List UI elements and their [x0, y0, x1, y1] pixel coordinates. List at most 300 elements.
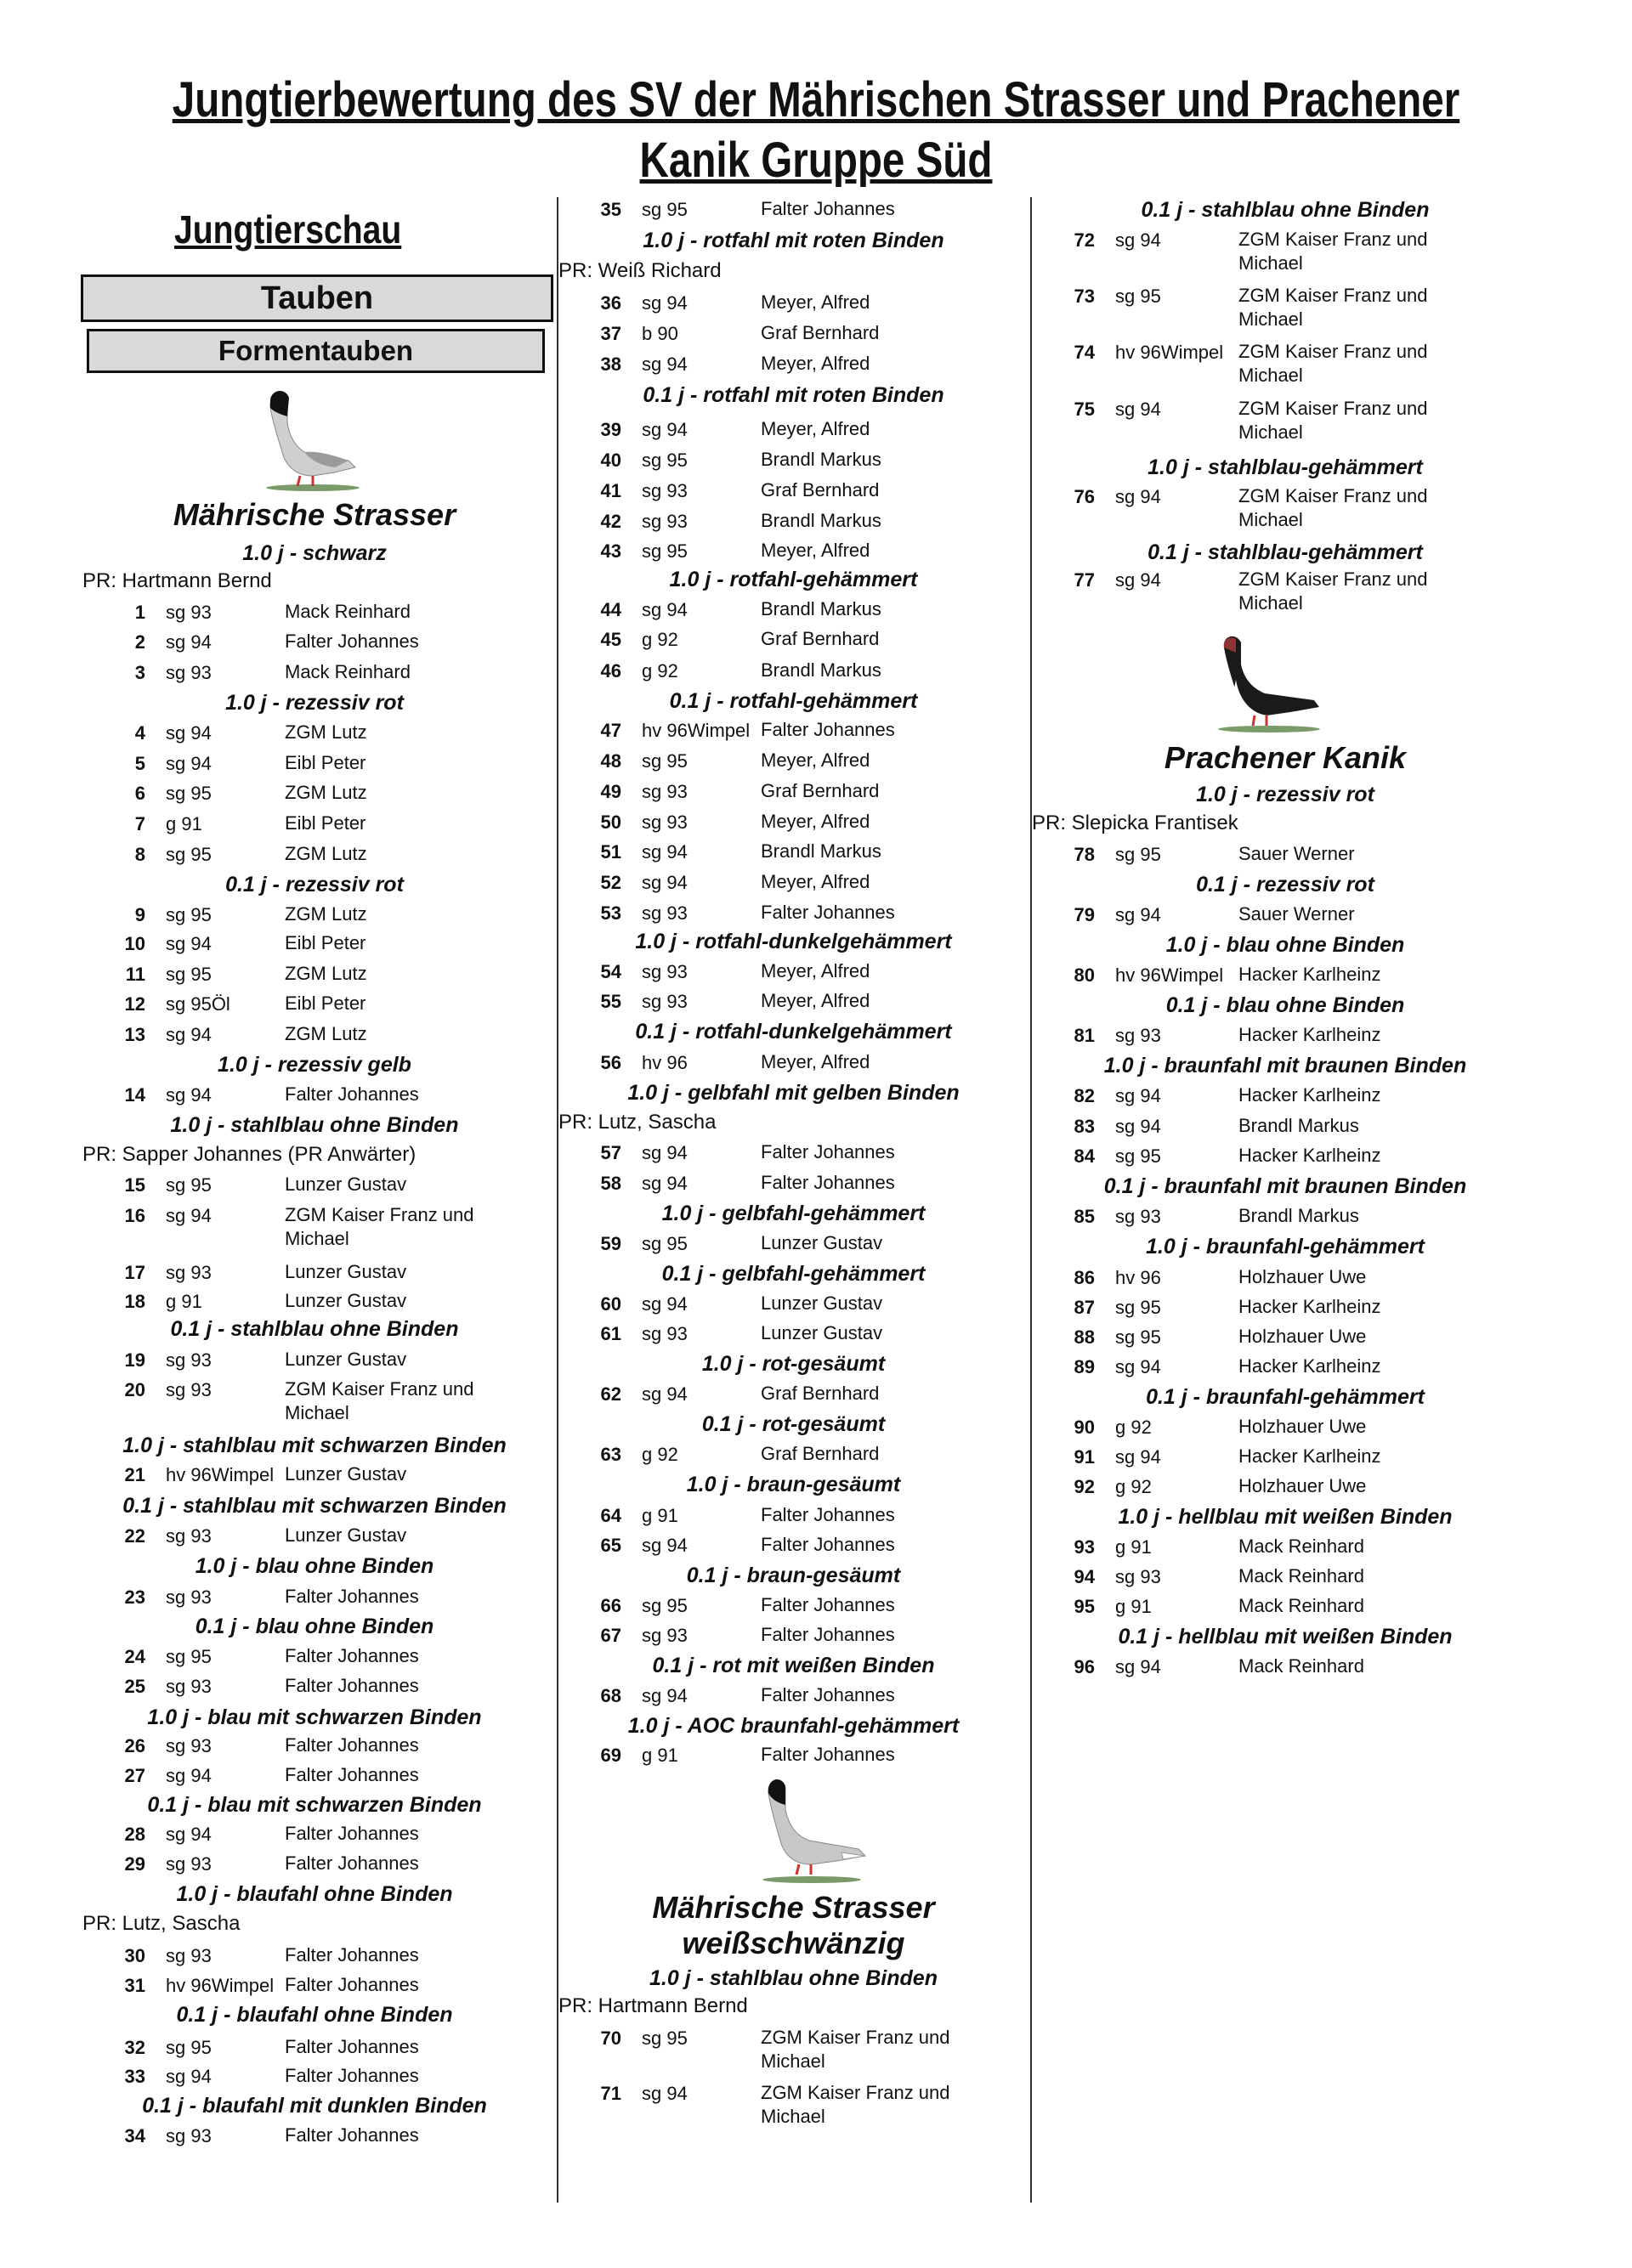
class-heading: 0.1 j - gelbfahl-gehämmert	[661, 1262, 926, 1286]
entry-owner: ZGM Lutz	[285, 782, 367, 803]
entry-owner: Mack Reinhard	[285, 601, 411, 622]
entry-grade: sg 93	[642, 781, 688, 802]
entry-owner: Falter Johannes	[285, 2124, 419, 2146]
entry-grade: sg 94	[166, 1824, 212, 1845]
entry-owner: Falter Johannes	[761, 902, 895, 923]
entry-grade: sg 94	[642, 1142, 688, 1163]
entry-grade: g 91	[166, 1291, 202, 1312]
entry-number: 86	[1074, 1267, 1095, 1288]
entry-number: 70	[600, 2028, 621, 2049]
entry-owner: Eibl Peter	[285, 752, 366, 773]
entry-owner: Brandl Markus	[761, 449, 881, 470]
class-heading: 1.0 j - blau ohne Binden	[1165, 933, 1405, 957]
entry-owner: Falter Johannes	[761, 1141, 895, 1162]
entry-number: 47	[600, 720, 621, 741]
entry-grade: sg 94	[642, 1685, 688, 1706]
entry-grade: sg 93	[166, 1945, 212, 1966]
entry-grade: sg 93	[642, 991, 688, 1012]
entry-number: 49	[600, 781, 621, 802]
entry-grade: sg 95	[166, 783, 212, 804]
entry-owner: Falter Johannes	[761, 1172, 895, 1193]
entry-grade: sg 95	[166, 1174, 212, 1196]
entry-owner: ZGM Lutz	[285, 1023, 367, 1044]
entry-number: 31	[124, 1975, 145, 1996]
entry-owner: Lunzer Gustav	[285, 1174, 407, 1195]
entry-owner: Hacker Karlheinz	[1238, 1084, 1381, 1106]
entry-owner: Falter Johannes	[285, 631, 419, 652]
class-heading: 1.0 j - stahlblau ohne Binden	[649, 1966, 938, 1990]
entry-grade: sg 93	[166, 662, 212, 683]
entry-grade: g 92	[1115, 1417, 1152, 1438]
class-heading: 0.1 j - blaufahl mit dunklen Binden	[142, 2094, 487, 2118]
entry-number: 44	[600, 599, 621, 620]
entry-owner: Falter Johannes	[761, 719, 895, 740]
class-heading: 1.0 j - braunfahl mit braunen Binden	[1103, 1054, 1467, 1077]
entry-grade: sg 93	[166, 1379, 212, 1400]
entry-owner: Graf Bernhard	[761, 780, 880, 801]
class-heading: 1.0 j - blau mit schwarzen Binden	[147, 1705, 482, 1729]
entry-grade: sg 94	[166, 933, 212, 954]
entry-owner: Sauer Werner	[1238, 843, 1355, 864]
entry-owner: Sauer Werner	[1238, 903, 1355, 925]
entry-grade: sg 94	[642, 1173, 688, 1194]
entry-grade: sg 94	[642, 353, 688, 375]
entry-grade: sg 94	[1115, 229, 1161, 251]
entry-number: 13	[124, 1024, 145, 1045]
entry-owner: Falter Johannes	[761, 1504, 895, 1525]
entry-grade: sg 95	[642, 450, 688, 471]
entry-number: 60	[600, 1293, 621, 1315]
entry-owner: Brandl Markus	[761, 659, 881, 681]
entry-owner: Meyer, Alfred	[761, 960, 870, 981]
breed-title: Mährische Strasser	[173, 497, 456, 532]
class-heading: 0.1 j - blau mit schwarzen Binden	[147, 1793, 482, 1817]
entry-number: 63	[600, 1444, 621, 1465]
entry-number: 66	[600, 1595, 621, 1616]
entry-owner: Falter Johannes	[285, 1823, 419, 1844]
entry-number: 78	[1074, 844, 1095, 865]
section-heading: Jungtierschau	[174, 207, 402, 252]
category-box-tauben: Tauben	[81, 274, 553, 322]
entry-grade: sg 94	[166, 2066, 212, 2087]
entry-grade: sg 95	[166, 904, 212, 925]
entry-grade: sg 94	[166, 722, 212, 744]
entry-grade: g 92	[1115, 1476, 1152, 1497]
entry-number: 61	[600, 1323, 621, 1344]
entry-owner: Falter Johannes	[285, 1083, 419, 1105]
entry-number: 83	[1074, 1116, 1095, 1137]
entry-grade: g 91	[642, 1745, 678, 1766]
entry-grade: sg 94	[1115, 1116, 1161, 1137]
entry-grade: sg 93	[642, 961, 688, 982]
entry-grade: b 90	[642, 323, 678, 344]
entry-number: 33	[124, 2066, 145, 2087]
entry-owner: Meyer, Alfred	[761, 291, 870, 313]
entry-owner: Mack Reinhard	[1238, 1595, 1364, 1616]
entry-grade: sg 95	[1115, 1145, 1161, 1167]
entry-number: 29	[124, 1853, 145, 1875]
entry-owner: ZGM Kaiser Franz und Michael	[1238, 568, 1428, 614]
entry-number: 72	[1074, 229, 1095, 251]
entry-number: 15	[124, 1174, 145, 1196]
class-heading: 1.0 j - rot-gesäumt	[701, 1352, 886, 1376]
entry-grade: sg 95	[642, 199, 688, 220]
entry-grade: sg 93	[166, 1853, 212, 1875]
breed-title: Mährische Strasser	[652, 1890, 935, 1925]
entry-number: 1	[134, 602, 145, 623]
entry-number: 53	[600, 902, 621, 924]
entry-grade: sg 94	[642, 841, 688, 863]
entry-number: 37	[600, 323, 621, 344]
entry-number: 21	[124, 1464, 145, 1485]
entry-owner: Meyer, Alfred	[761, 1051, 870, 1072]
entry-owner: Eibl Peter	[285, 812, 366, 834]
entry-grade: sg 93	[1115, 1206, 1161, 1227]
entry-owner: Hacker Karlheinz	[1238, 1024, 1381, 1045]
entry-grade: g 92	[642, 1444, 678, 1465]
entry-number: 38	[600, 353, 621, 375]
entry-number: 73	[1074, 286, 1095, 307]
entry-owner: Lunzer Gustav	[285, 1463, 407, 1485]
entry-owner: Mack Reinhard	[285, 661, 411, 682]
entry-number: 45	[600, 629, 621, 650]
entry-number: 85	[1074, 1206, 1095, 1227]
entry-number: 79	[1074, 904, 1095, 925]
entry-owner: ZGM Kaiser Franz und Michael	[1238, 285, 1428, 330]
entry-grade: sg 93	[166, 1349, 212, 1371]
entry-grade: sg 95	[1115, 844, 1161, 865]
entry-grade: hv 96	[642, 1052, 688, 1073]
entry-grade: sg 93	[166, 2125, 212, 2146]
entry-number: 58	[600, 1173, 621, 1194]
entry-owner: Falter Johannes	[285, 1764, 419, 1785]
entry-owner: Hacker Karlheinz	[1238, 1355, 1381, 1377]
entry-owner: ZGM Lutz	[285, 903, 367, 925]
class-heading: 1.0 j - stahlblau-gehämmert	[1148, 455, 1423, 479]
entry-number: 50	[600, 812, 621, 833]
entry-grade: sg 95	[642, 1595, 688, 1616]
entry-grade: sg 95	[166, 964, 212, 985]
entry-grade: sg 93	[166, 1525, 212, 1547]
entry-grade: g 91	[1115, 1536, 1152, 1558]
entry-owner: Hacker Karlheinz	[1238, 1296, 1381, 1317]
class-heading: 1.0 j - schwarz	[242, 541, 387, 565]
entry-owner: Meyer, Alfred	[761, 749, 870, 771]
entry-owner: Falter Johannes	[761, 1744, 895, 1765]
entry-number: 51	[600, 841, 621, 863]
entry-owner: Falter Johannes	[285, 1586, 419, 1607]
entry-grade: sg 94	[642, 1535, 688, 1556]
entry-grade: g 92	[642, 660, 678, 682]
entry-owner: Meyer, Alfred	[761, 871, 870, 892]
entry-number: 54	[600, 961, 621, 982]
entry-grade: sg 95	[1115, 1326, 1161, 1348]
entry-owner: Hacker Karlheinz	[1238, 1145, 1381, 1166]
entry-number: 26	[124, 1735, 145, 1756]
entry-grade: g 92	[642, 629, 678, 650]
category-box-formentauben: Formentauben	[87, 329, 545, 373]
entry-owner: Lunzer Gustav	[761, 1232, 883, 1253]
entry-number: 65	[600, 1535, 621, 1556]
class-heading: 0.1 j - hellblau mit weißen Binden	[1118, 1625, 1453, 1649]
entry-number: 81	[1074, 1025, 1095, 1046]
entry-grade: sg 93	[642, 812, 688, 833]
class-heading: 1.0 j - hellblau mit weißen Binden	[1118, 1505, 1453, 1529]
entry-grade: hv 96	[1115, 1267, 1161, 1288]
entry-owner: Hacker Karlheinz	[1238, 1445, 1381, 1467]
entry-owner: Lunzer Gustav	[285, 1261, 407, 1282]
entry-owner: Meyer, Alfred	[761, 353, 870, 374]
entry-number: 90	[1074, 1417, 1095, 1438]
entry-grade: sg 95	[1115, 286, 1161, 307]
entry-grade: sg 94	[1115, 569, 1161, 591]
entry-number: 56	[600, 1052, 621, 1073]
entry-grade: sg 95	[166, 844, 212, 865]
entry-owner: Lunzer Gustav	[761, 1322, 883, 1343]
entry-grade: sg 95	[166, 1646, 212, 1667]
entry-grade: sg 93	[642, 511, 688, 532]
judge-line: PR: Weiß Richard	[558, 259, 722, 282]
entry-owner: Meyer, Alfred	[761, 540, 870, 561]
entry-owner: Falter Johannes	[285, 1645, 419, 1666]
entry-grade: sg 95	[642, 540, 688, 562]
entry-number: 22	[124, 1525, 145, 1547]
entry-owner: Graf Bernhard	[761, 628, 880, 649]
entry-grade: sg 94	[642, 419, 688, 440]
entry-number: 28	[124, 1824, 145, 1845]
entry-number: 62	[600, 1383, 621, 1405]
entry-grade: sg 94	[1115, 1656, 1161, 1677]
entry-number: 8	[134, 844, 145, 865]
entry-owner: Falter Johannes	[285, 2036, 419, 2057]
entry-number: 20	[124, 1379, 145, 1400]
entry-owner: Falter Johannes	[761, 1624, 895, 1645]
class-heading: 1.0 j - rotfahl-gehämmert	[669, 568, 918, 591]
class-heading: 1.0 j - stahlblau mit schwarzen Binden	[122, 1434, 507, 1457]
entry-owner: Mack Reinhard	[1238, 1655, 1364, 1677]
entry-number: 48	[600, 750, 621, 772]
entry-number: 3	[134, 662, 145, 683]
entry-owner: Falter Johannes	[761, 1684, 895, 1705]
entry-number: 2	[134, 631, 145, 653]
entry-number: 55	[600, 991, 621, 1012]
entry-number: 68	[600, 1685, 621, 1706]
entry-number: 96	[1074, 1656, 1095, 1677]
entry-number: 91	[1074, 1446, 1095, 1468]
judge-line: PR: Sapper Johannes (PR Anwärter)	[82, 1143, 416, 1166]
entry-owner: ZGM Kaiser Franz und Michael	[761, 2027, 950, 2072]
entry-owner: Brandl Markus	[761, 510, 881, 531]
entry-owner: Holzhauer Uwe	[1238, 1266, 1367, 1287]
entry-owner: Falter Johannes	[285, 2065, 419, 2086]
entry-grade: sg 93	[1115, 1025, 1161, 1046]
class-heading: 1.0 j - blaufahl ohne Binden	[176, 1882, 453, 1906]
class-heading: 1.0 j - AOC braunfahl-gehämmert	[627, 1714, 960, 1738]
entry-number: 35	[600, 199, 621, 220]
entry-grade: sg 94	[1115, 399, 1161, 420]
entry-owner: Holzhauer Uwe	[1238, 1475, 1367, 1496]
class-heading: 0.1 j - rezessiv rot	[1196, 873, 1374, 896]
entry-number: 34	[124, 2125, 145, 2146]
entry-grade: sg 93	[166, 602, 212, 623]
entry-grade: sg 95	[642, 1233, 688, 1254]
pigeon-illustration-icon	[253, 384, 368, 495]
entry-number: 18	[124, 1291, 145, 1312]
entry-number: 42	[600, 511, 621, 532]
entry-owner: Falter Johannes	[285, 1852, 419, 1874]
entry-number: 6	[134, 783, 145, 804]
entry-grade: sg 94	[166, 1084, 212, 1106]
entry-number: 88	[1074, 1326, 1095, 1348]
entry-number: 4	[134, 722, 145, 744]
entry-number: 82	[1074, 1085, 1095, 1106]
entry-owner: Graf Bernhard	[761, 1443, 880, 1464]
entry-grade: sg 94	[166, 1765, 212, 1786]
class-heading: 1.0 j - braunfahl-gehämmert	[1146, 1235, 1425, 1258]
entry-owner: ZGM Lutz	[285, 843, 367, 864]
class-heading: 0.1 j - blau ohne Binden	[1165, 993, 1405, 1017]
entry-owner: Lunzer Gustav	[285, 1349, 407, 1370]
class-heading: 0.1 j - rotfahl-gehämmert	[669, 689, 918, 713]
entry-number: 10	[124, 933, 145, 954]
entry-number: 89	[1074, 1356, 1095, 1377]
entry-grade: hv 96Wimpel	[642, 720, 751, 741]
entry-number: 95	[1074, 1596, 1095, 1617]
entry-number: 39	[600, 419, 621, 440]
judge-line: PR: Hartmann Bernd	[82, 569, 272, 592]
entry-owner: ZGM Lutz	[285, 721, 367, 743]
entry-owner: Falter Johannes	[285, 1974, 419, 1995]
entry-grade: g 91	[1115, 1596, 1152, 1617]
class-heading: 0.1 j - blau ohne Binden	[195, 1615, 434, 1638]
entry-owner: Falter Johannes	[761, 1534, 895, 1555]
entry-owner: Meyer, Alfred	[761, 990, 870, 1011]
entry-grade: sg 95	[642, 2028, 688, 2049]
entry-number: 32	[124, 2037, 145, 2058]
entry-owner: Lunzer Gustav	[761, 1292, 883, 1314]
entry-grade: sg 93	[166, 1586, 212, 1608]
entry-owner: Falter Johannes	[285, 1944, 419, 1965]
entry-grade: sg 93	[642, 1323, 688, 1344]
class-heading: 1.0 j - rezessiv rot	[225, 691, 404, 715]
entry-grade: sg 93	[642, 480, 688, 501]
breed-title: Prachener Kanik	[1164, 740, 1407, 775]
class-heading: 1.0 j - stahlblau ohne Binden	[170, 1113, 459, 1137]
entry-owner: Lunzer Gustav	[285, 1290, 407, 1311]
entry-number: 69	[600, 1745, 621, 1766]
entry-grade: sg 94	[1115, 486, 1161, 507]
entry-owner: Brandl Markus	[1238, 1115, 1359, 1136]
entry-grade: sg 93	[166, 1676, 212, 1697]
entry-owner: ZGM Kaiser Franz und Michael	[1238, 398, 1428, 443]
entry-owner: Graf Bernhard	[761, 322, 880, 343]
class-heading: 0.1 j - rot-gesäumt	[701, 1412, 886, 1436]
entry-number: 43	[600, 540, 621, 562]
entry-number: 30	[124, 1945, 145, 1966]
entry-owner: Holzhauer Uwe	[1238, 1416, 1367, 1437]
entry-grade: sg 94	[166, 1024, 212, 1045]
class-heading: 0.1 j - rot mit weißen Binden	[652, 1654, 935, 1677]
class-heading: 1.0 j - rezessiv gelb	[218, 1053, 411, 1077]
class-heading: 0.1 j - braunfahl-gehämmert	[1146, 1385, 1425, 1409]
entry-owner: Mack Reinhard	[1238, 1565, 1364, 1586]
entry-number: 27	[124, 1765, 145, 1786]
entry-number: 41	[600, 480, 621, 501]
entry-grade: sg 93	[642, 1625, 688, 1646]
entry-number: 59	[600, 1233, 621, 1254]
entry-number: 67	[600, 1625, 621, 1646]
entry-number: 25	[124, 1676, 145, 1697]
entry-grade: hv 96Wimpel	[1115, 964, 1224, 986]
entry-owner: Falter Johannes	[285, 1734, 419, 1756]
entry-number: 9	[134, 904, 145, 925]
entry-grade: sg 94	[642, 872, 688, 893]
class-heading: 0.1 j - stahlblau ohne Binden	[1141, 198, 1430, 222]
entry-grade: g 91	[166, 813, 202, 834]
entry-number: 93	[1074, 1536, 1095, 1558]
entry-grade: sg 94	[166, 753, 212, 774]
class-heading: 0.1 j - rotfahl-dunkelgehämmert	[635, 1020, 952, 1044]
entry-owner: ZGM Kaiser Franz und Michael	[285, 1204, 474, 1249]
entry-owner: Falter Johannes	[761, 1594, 895, 1615]
entry-grade: sg 94	[642, 2083, 688, 2104]
title-line-2: Kanik Gruppe Süd	[639, 133, 993, 188]
entry-owner: ZGM Kaiser Franz und Michael	[1238, 341, 1428, 386]
entry-grade: hv 96Wimpel	[166, 1464, 275, 1485]
entry-number: 46	[600, 660, 621, 682]
class-heading: 1.0 j - blau ohne Binden	[195, 1554, 434, 1578]
entry-grade: sg 93	[642, 902, 688, 924]
entry-owner: Lunzer Gustav	[285, 1524, 407, 1546]
class-heading: 0.1 j - stahlblau mit schwarzen Binden	[122, 1494, 507, 1518]
entry-grade: sg 94	[1115, 1356, 1161, 1377]
entry-number: 64	[600, 1505, 621, 1526]
entry-owner: ZGM Lutz	[285, 963, 367, 984]
entry-number: 80	[1074, 964, 1095, 986]
entry-number: 11	[125, 964, 145, 985]
entry-grade: sg 94	[1115, 1446, 1161, 1468]
entry-owner: Eibl Peter	[285, 993, 366, 1014]
judge-line: PR: Lutz, Sascha	[558, 1111, 717, 1134]
entry-number: 57	[600, 1142, 621, 1163]
entry-grade: sg 94	[1115, 904, 1161, 925]
judge-line: PR: Lutz, Sascha	[82, 1912, 241, 1935]
entry-owner: Brandl Markus	[761, 598, 881, 619]
entry-number: 12	[124, 993, 145, 1015]
class-heading: 1.0 j - rezessiv rot	[1196, 783, 1374, 806]
judge-line: PR: Hartmann Bernd	[558, 1994, 748, 2017]
entry-number: 40	[600, 450, 621, 471]
entry-grade: sg 94	[166, 631, 212, 653]
entry-owner: Graf Bernhard	[761, 479, 880, 501]
entry-grade: sg 95	[1115, 1297, 1161, 1318]
entry-number: 36	[600, 292, 621, 314]
class-heading: 1.0 j - gelbfahl mit gelben Binden	[627, 1081, 960, 1105]
entry-owner: Eibl Peter	[285, 932, 366, 953]
class-heading: 1.0 j - gelbfahl-gehämmert	[661, 1202, 926, 1225]
entry-number: 52	[600, 872, 621, 893]
entry-number: 7	[134, 813, 145, 834]
entry-grade: sg 95	[166, 2037, 212, 2058]
class-heading: 1.0 j - braun-gesäumt	[686, 1473, 901, 1496]
class-heading: 0.1 j - braun-gesäumt	[686, 1564, 901, 1587]
title-line-1: Jungtierbewertung des SV der Mährischen Strasser und Prachener	[172, 72, 1460, 127]
judge-line: PR: Slepicka Frantisek	[1032, 812, 1238, 834]
entry-owner: Mack Reinhard	[1238, 1536, 1364, 1557]
entry-owner: ZGM Kaiser Franz und Michael	[285, 1378, 474, 1423]
entry-number: 77	[1074, 569, 1095, 591]
entry-owner: Falter Johannes	[761, 198, 895, 219]
